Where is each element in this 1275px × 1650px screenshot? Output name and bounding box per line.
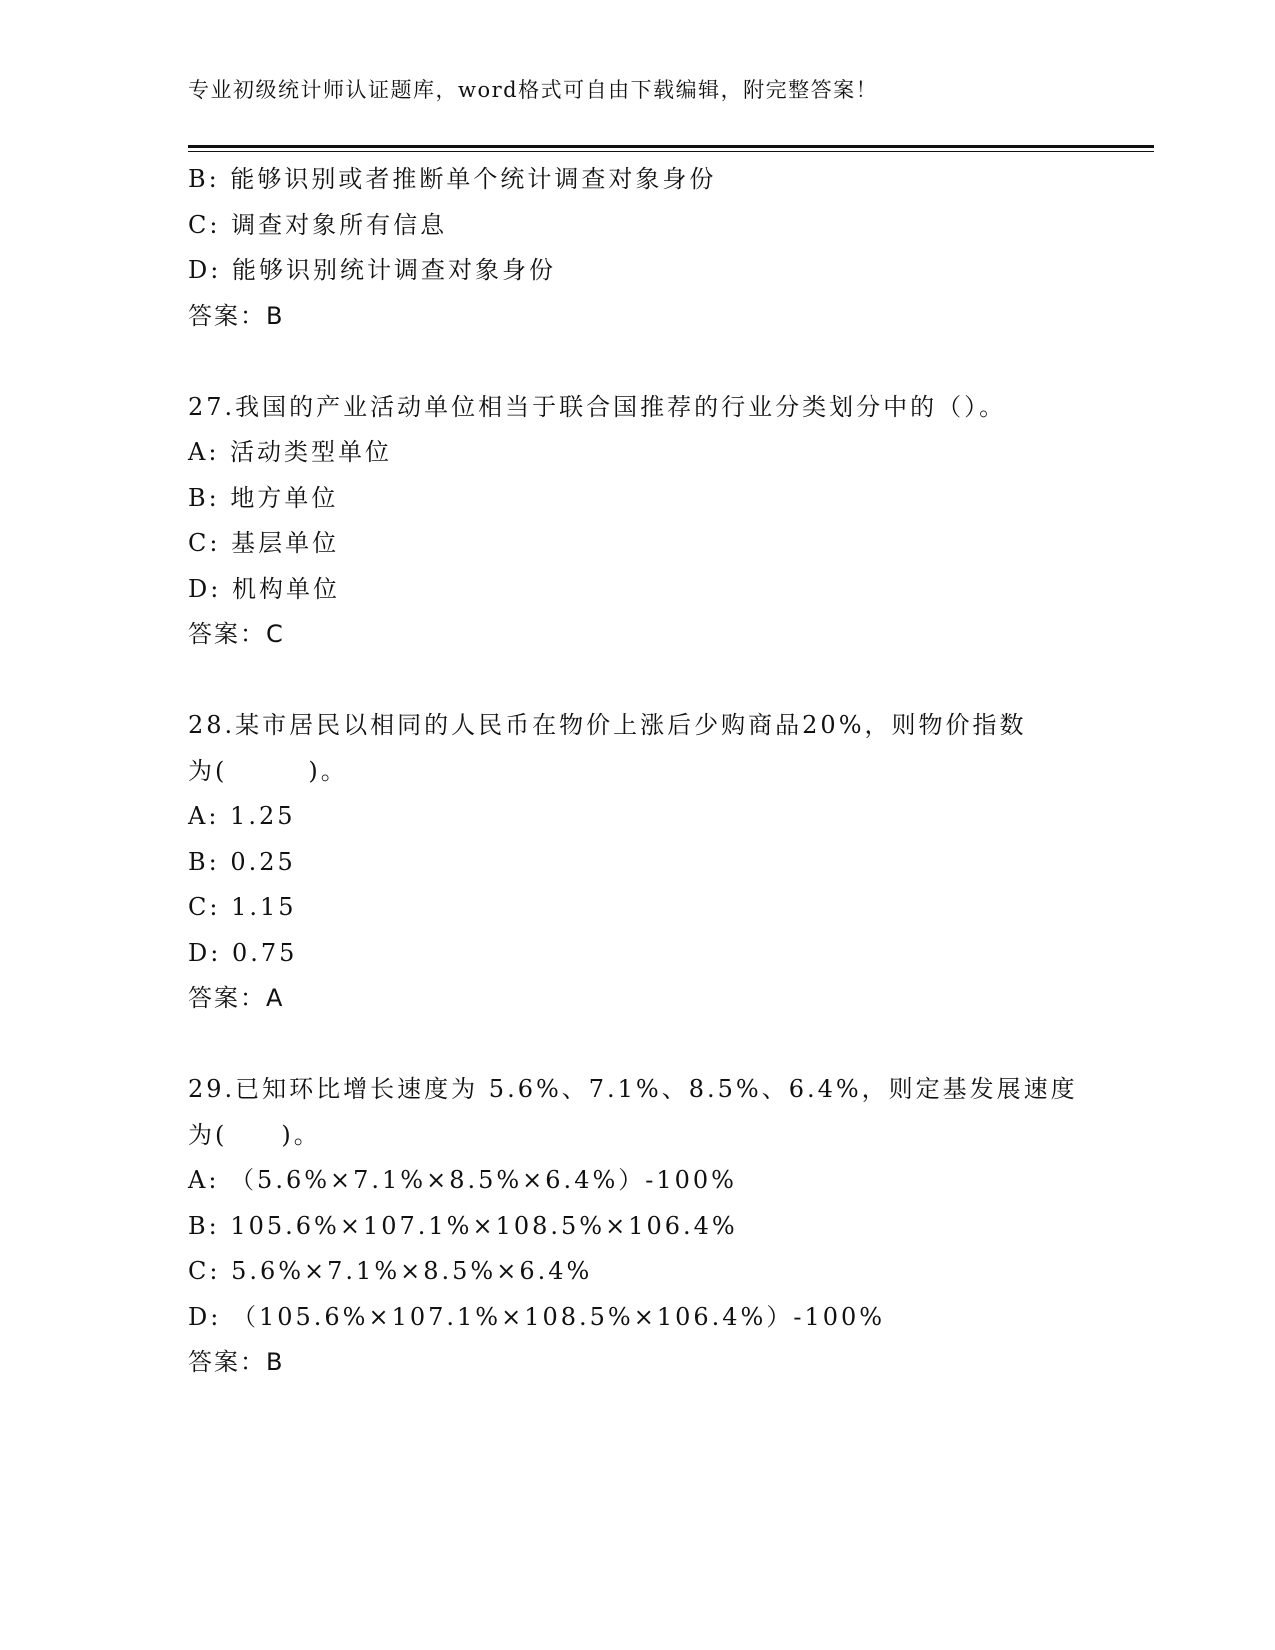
option-c: C: 基层单位 — [188, 529, 340, 557]
option-d: D: 机构单位 — [188, 574, 340, 603]
option-a: A: 1.25 — [188, 802, 296, 830]
spacer — [188, 1022, 1088, 1068]
option-b: B: 能够识别或者推断单个统计调查对象身份 — [188, 165, 717, 193]
option-c: C: 调查对象所有信息 — [188, 210, 448, 239]
option-d: D: 0.75 — [188, 938, 298, 967]
question-29-stem-line1: 29.已知环比增长速度为 5.6%、7.1%、8.5%、6.4%，则定基发展速度 — [188, 1075, 1078, 1103]
option-c: C: 1.15 — [188, 893, 297, 921]
option-b: B: 地方单位 — [188, 483, 339, 512]
spacer — [188, 339, 1088, 385]
option-d: D: 能够识别统计调查对象身份 — [188, 256, 556, 284]
option-d: D: （105.6%×107.1%×108.5%×106.4%）-100% — [188, 1302, 886, 1331]
question-content — [188, 157, 1088, 1386]
answer-line: 答案：C — [188, 620, 285, 648]
option-c: C: 5.6%×7.1%×8.5%×6.4% — [188, 1257, 593, 1285]
header-rule-thick — [188, 145, 1154, 148]
answer-line: 答案：A — [188, 984, 285, 1012]
question-27-stem: 27.我国的产业活动单位相当于联合国推荐的行业分类划分中的（）。 — [188, 392, 1007, 421]
question-29-stem-line2: 为( )。 — [188, 1120, 321, 1149]
answer-line: 答案：B — [188, 301, 285, 330]
header-rule-thin — [188, 151, 1154, 152]
answer-line: 答案：B — [188, 1348, 285, 1376]
option-a: A: （5.6%×7.1%×8.5%×6.4%）-100% — [188, 1166, 737, 1194]
option-b: B: 0.25 — [188, 847, 296, 876]
option-b: B: 105.6%×107.1%×108.5%×106.4% — [188, 1211, 738, 1240]
page-header: 专业初级统计师认证题库，word格式可自由下载编辑，附完整答案！ — [188, 78, 879, 102]
spacer — [188, 658, 1088, 704]
question-28-stem-line1: 28.某市居民以相同的人民币在物价上涨后少购商品20%，则物价指数 — [188, 711, 1027, 739]
question-28-stem-line2: 为( )。 — [188, 756, 348, 785]
option-a: A: 活动类型单位 — [188, 438, 393, 466]
